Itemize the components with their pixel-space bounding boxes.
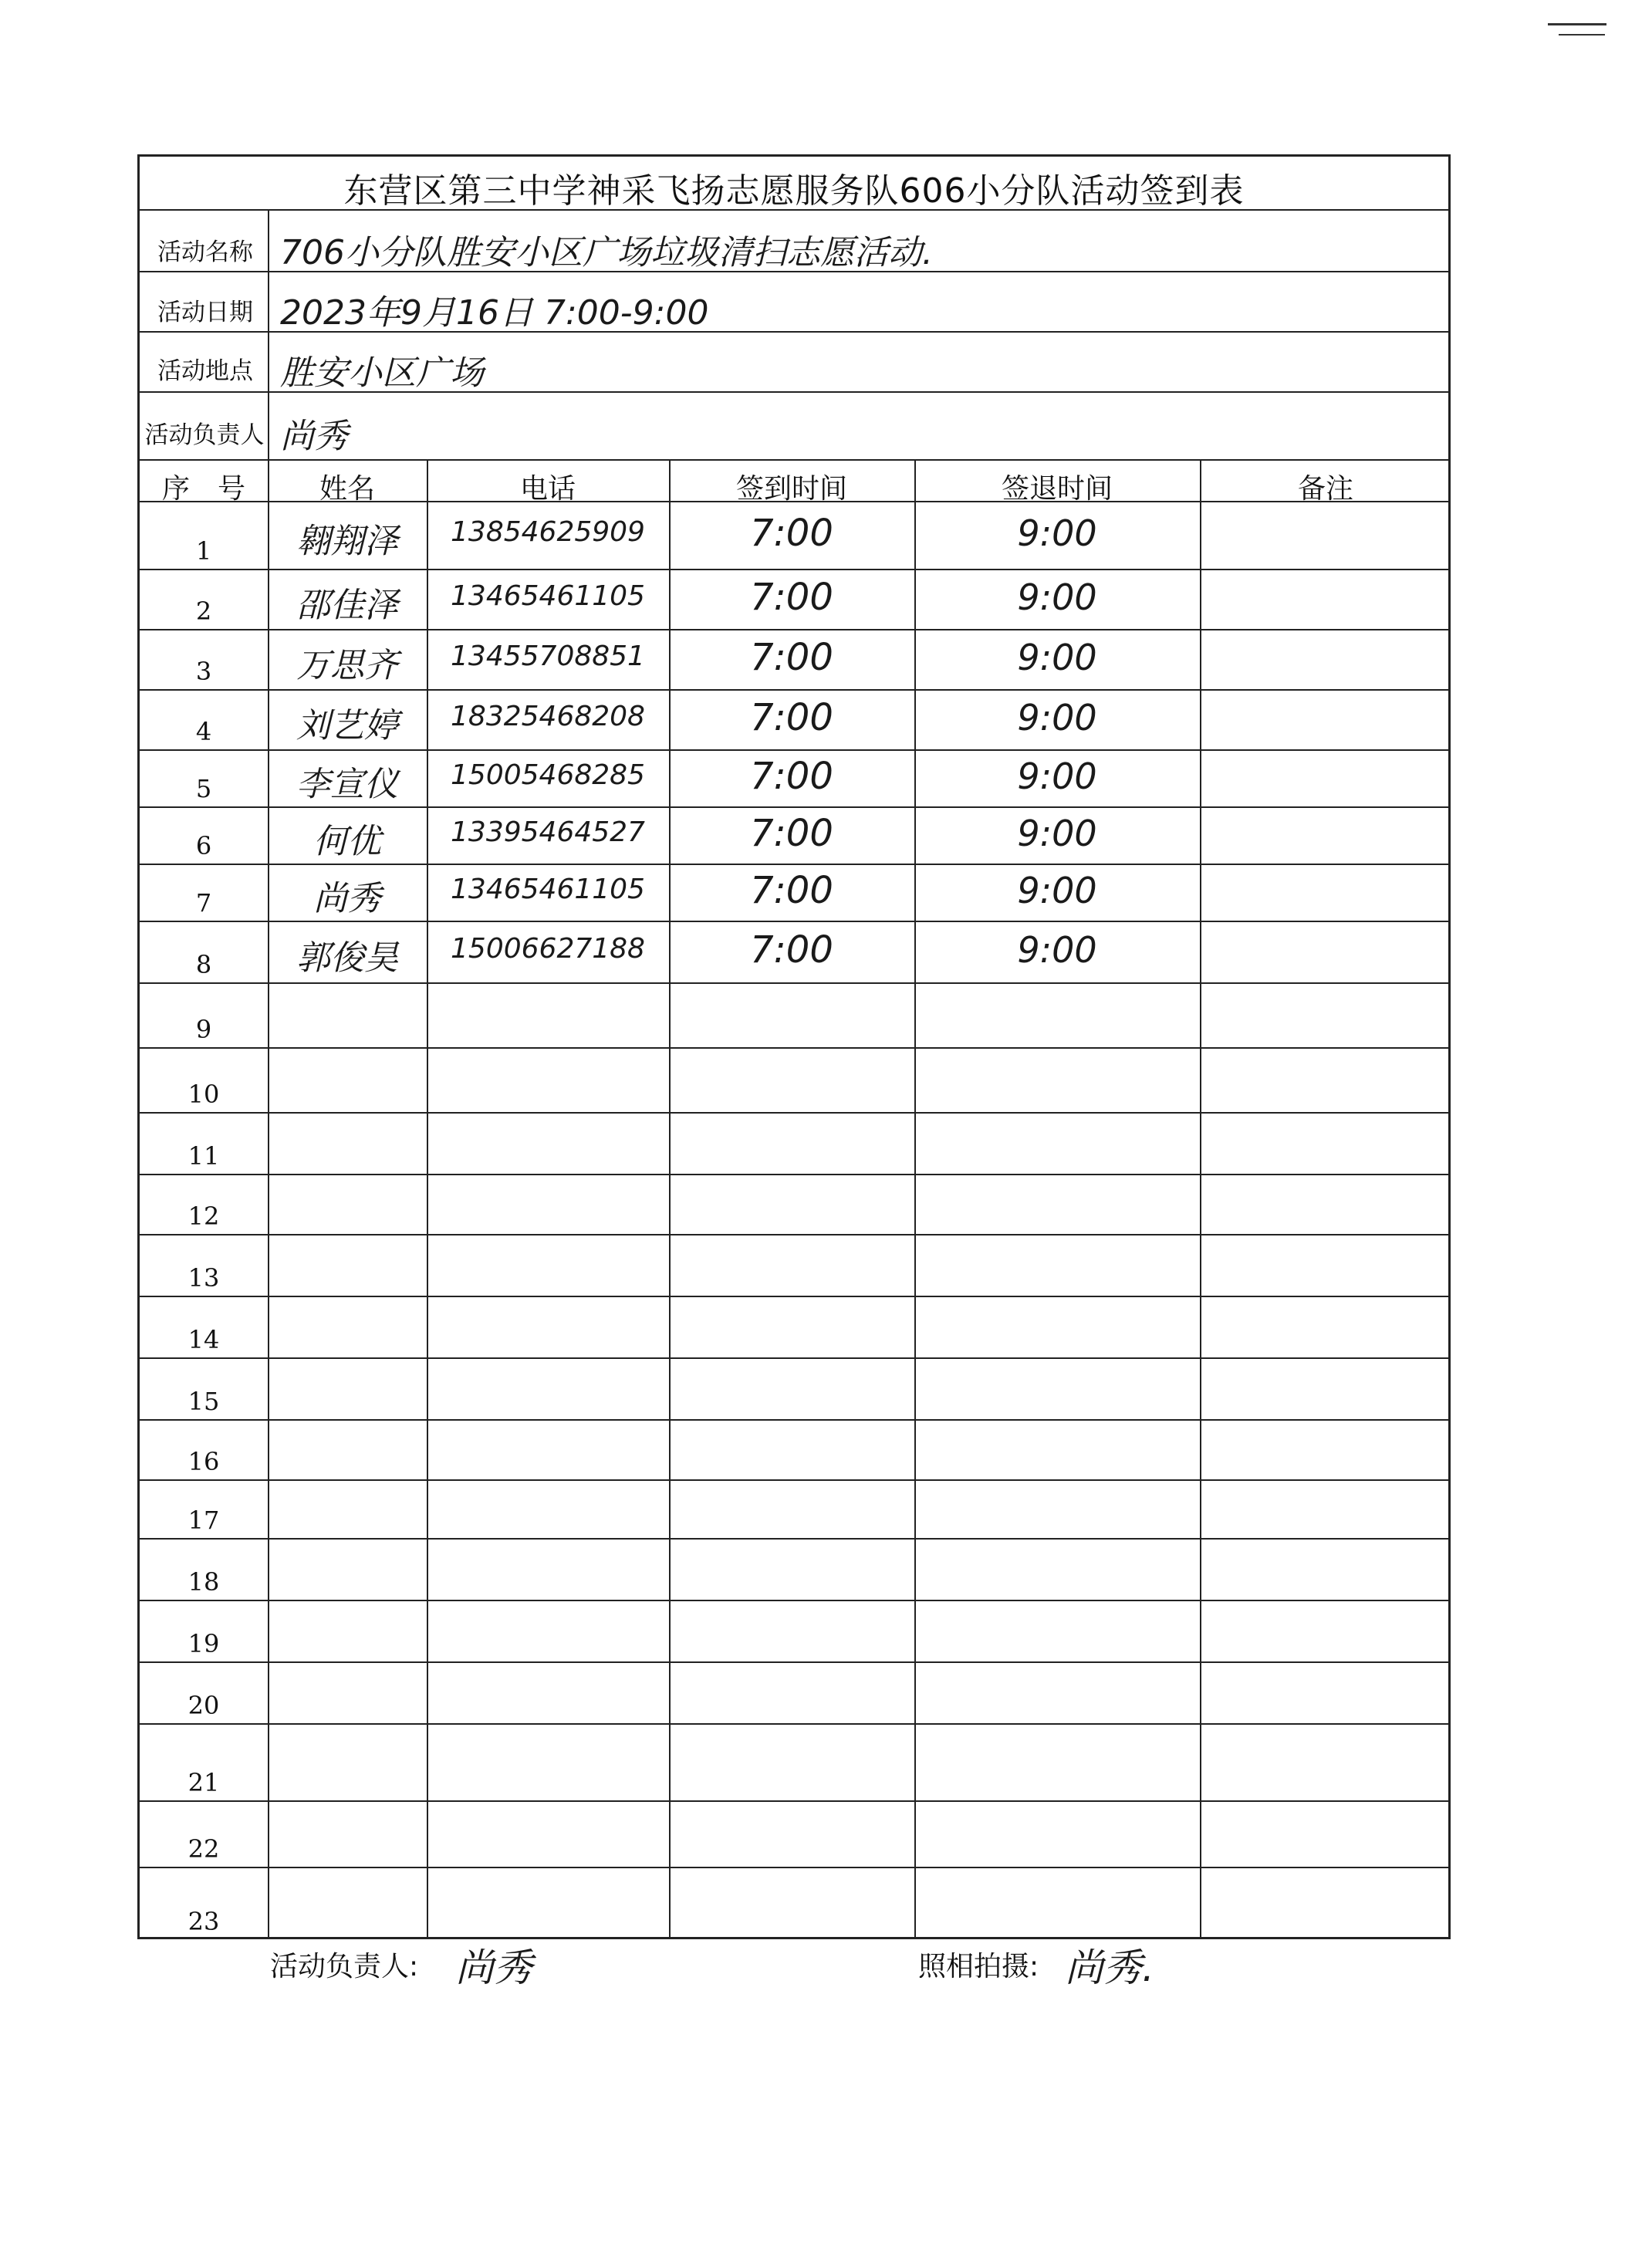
grid-line	[140, 1296, 1448, 1297]
grid-line	[1200, 459, 1201, 1939]
sign-in-sheet	[137, 154, 1451, 1939]
grid-line	[140, 629, 1448, 630]
cell-name: 尚秀	[313, 879, 381, 918]
header-remark: 备注	[1297, 473, 1353, 505]
footer-photo-label: 照相拍摄:	[918, 1951, 1039, 1982]
cell-phone: 15005468285	[451, 759, 645, 791]
scan-artifact	[1548, 23, 1606, 25]
cell-checkin: 7:00	[750, 696, 833, 739]
cell-seq: 22	[188, 1834, 220, 1864]
cell-name: 何优	[313, 822, 381, 861]
cell-checkin: 7:00	[750, 928, 833, 972]
cell-seq: 2	[195, 597, 212, 626]
cell-checkin: 7:00	[750, 512, 833, 555]
grid-line	[140, 982, 1448, 984]
cell-seq: 17	[188, 1506, 220, 1535]
grid-line	[140, 1661, 1448, 1663]
cell-seq: 6	[195, 831, 212, 860]
cell-seq: 20	[188, 1691, 220, 1720]
cell-checkout: 9:00	[1017, 870, 1097, 911]
header-checkin: 签到时间	[735, 473, 847, 505]
grid-line	[140, 1538, 1448, 1540]
grid-line	[268, 209, 269, 501]
cell-checkin: 7:00	[750, 812, 833, 855]
activity-place-label: 活动地点	[157, 357, 253, 385]
cell-checkout: 9:00	[1017, 697, 1097, 739]
cell-name: 郭俊昊	[296, 938, 398, 978]
activity-name-label: 活动名称	[157, 238, 253, 266]
grid-line	[140, 1047, 1448, 1049]
grid-line	[140, 569, 1448, 570]
grid-line	[140, 1419, 1448, 1421]
footer-leader-label: 活动负责人:	[270, 1951, 419, 1982]
cell-seq: 13	[188, 1263, 220, 1293]
cell-seq: 16	[188, 1447, 220, 1476]
cell-seq: 12	[188, 1202, 220, 1231]
cell-checkin: 7:00	[750, 636, 833, 679]
header-name: 姓名	[319, 473, 375, 505]
cell-name: 邵佳泽	[296, 586, 398, 625]
grid-line	[140, 209, 1448, 211]
grid-line	[140, 1723, 1448, 1725]
grid-line	[140, 1800, 1448, 1802]
scan-artifact	[1559, 34, 1605, 35]
cell-checkout: 9:00	[1017, 512, 1097, 554]
cell-seq: 5	[195, 774, 212, 803]
grid-line	[914, 459, 916, 1939]
activity-date-label: 活动日期	[157, 299, 253, 326]
cell-checkout: 9:00	[1017, 637, 1097, 678]
activity-leader-value: 尚秀	[280, 417, 348, 456]
grid-line	[140, 1600, 1448, 1601]
sheet-title: 东营区第三中学神采飞扬志愿服务队606小分队活动签到表	[343, 171, 1245, 211]
cell-seq: 23	[188, 1907, 220, 1936]
footer-leader-signature: 尚秀	[455, 1945, 532, 1990]
cell-phone: 13465461105	[451, 580, 645, 612]
footer-photo-signature: 尚秀.	[1065, 1945, 1154, 1990]
grid-line	[140, 1479, 1448, 1481]
cell-phone: 13395464527	[451, 816, 645, 848]
cell-seq: 8	[195, 950, 212, 979]
cell-seq: 14	[188, 1325, 220, 1354]
grid-line	[669, 459, 671, 1939]
cell-seq: 4	[195, 717, 212, 746]
cell-checkout: 9:00	[1017, 576, 1097, 618]
activity-name-value: 706小分队胜安小区广场垃圾清扫志愿活动.	[280, 233, 933, 272]
grid-line	[140, 459, 1448, 461]
cell-seq: 1	[195, 536, 212, 566]
cell-checkout: 9:00	[1017, 755, 1097, 797]
cell-checkin: 7:00	[750, 869, 833, 912]
cell-seq: 3	[195, 657, 212, 686]
grid-line	[427, 459, 428, 1939]
cell-phone: 18325468208	[451, 701, 645, 732]
grid-line	[140, 1357, 1448, 1359]
cell-seq: 21	[188, 1768, 220, 1797]
grid-line	[140, 1174, 1448, 1175]
cell-seq: 10	[188, 1080, 220, 1109]
cell-checkout: 9:00	[1017, 813, 1097, 854]
cell-seq: 18	[188, 1567, 220, 1597]
cell-name: 李宣仪	[296, 765, 398, 804]
grid-line	[140, 1234, 1448, 1235]
cell-phone: 13854625909	[451, 516, 645, 548]
cell-seq: 9	[195, 1015, 212, 1044]
grid-line	[140, 921, 1448, 922]
activity-leader-label: 活动负责人	[144, 421, 265, 449]
cell-seq: 7	[195, 888, 212, 918]
grid-line	[140, 864, 1448, 865]
cell-checkin: 7:00	[750, 755, 833, 798]
cell-seq: 11	[188, 1141, 220, 1171]
cell-phone: 13465461105	[451, 874, 645, 905]
activity-place-value: 胜安小区广场	[280, 353, 484, 393]
grid-line	[140, 749, 1448, 751]
activity-date-value: 2023年9月16日 7:00-9:00	[280, 293, 709, 333]
grid-line	[140, 1112, 1448, 1114]
cell-seq: 15	[188, 1387, 220, 1416]
cell-name: 万思齐	[296, 646, 398, 685]
cell-phone: 15006627188	[451, 933, 645, 965]
grid-line	[140, 806, 1448, 808]
header-checkout: 签退时间	[1001, 473, 1113, 505]
grid-line	[140, 689, 1448, 691]
cell-checkout: 9:00	[1017, 929, 1097, 971]
cell-name: 刘艺婷	[296, 706, 398, 745]
header-phone: 电话	[519, 473, 576, 505]
cell-seq: 19	[188, 1629, 220, 1658]
grid-line	[140, 1867, 1448, 1868]
cell-name: 翱翔泽	[296, 522, 398, 561]
cell-checkin: 7:00	[750, 576, 833, 619]
header-seq: 序 号	[161, 473, 245, 505]
cell-phone: 13455708851	[451, 641, 645, 672]
